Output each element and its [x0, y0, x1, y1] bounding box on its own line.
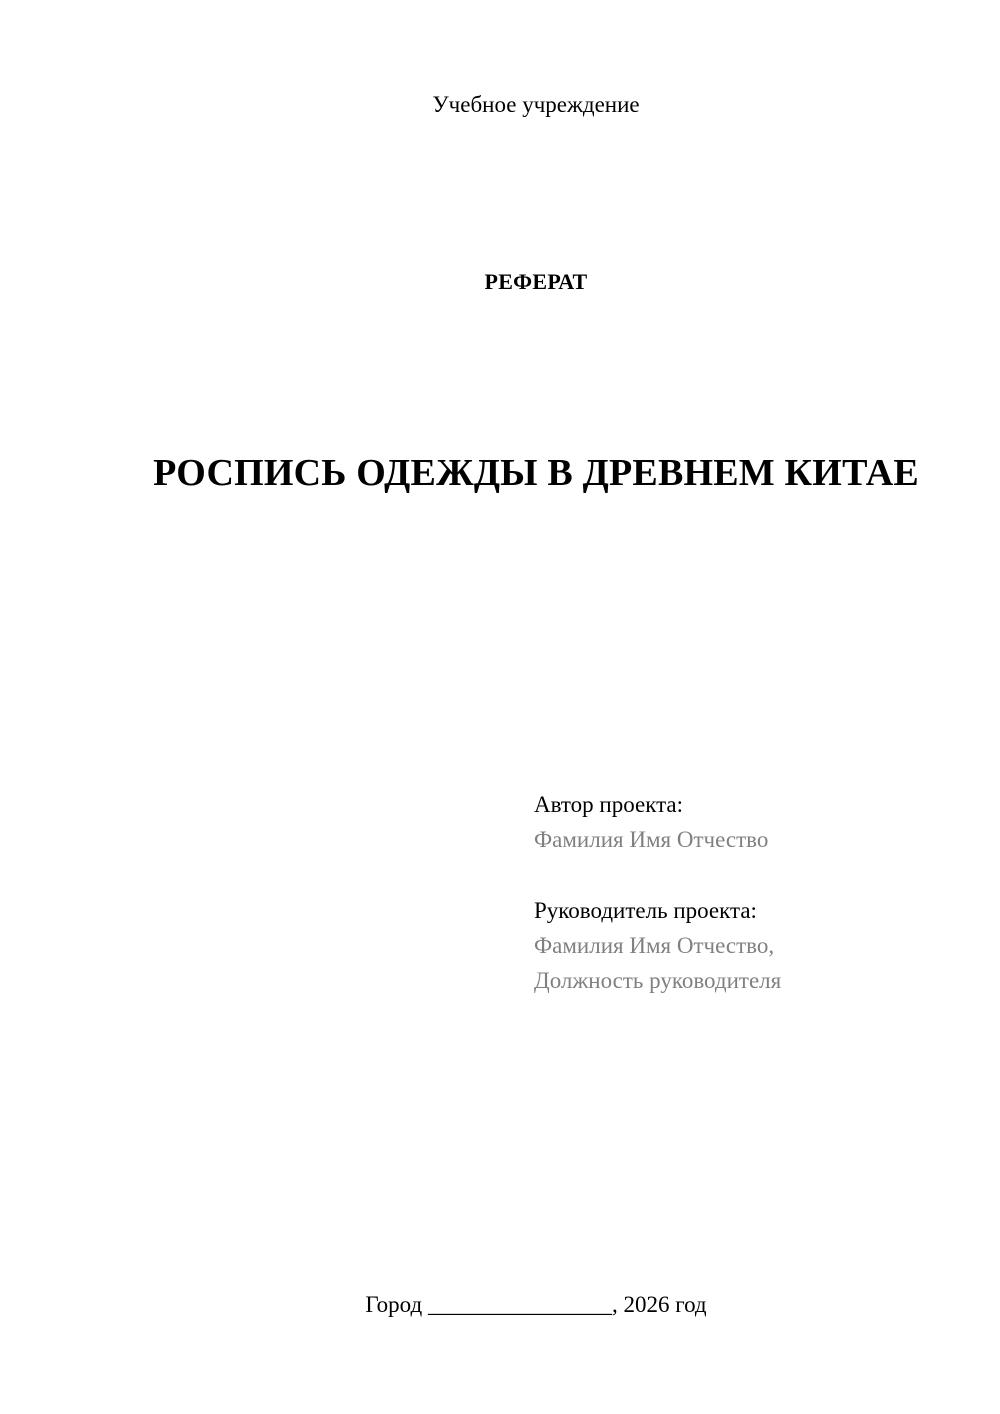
author-name: Фамилия Имя Отчество: [534, 827, 769, 852]
document-title: РОСПИСЬ ОДЕЖДЫ В ДРЕВНЕМ КИТАЕ: [153, 452, 919, 494]
supervisor-label: Руководитель проекта:: [534, 898, 757, 923]
city-blank: ________________: [427, 1292, 612, 1317]
institution-name: Учебное учреждение: [432, 92, 640, 117]
city-label: Город: [365, 1292, 423, 1317]
supervisor-position: Должность руководителя: [534, 968, 782, 993]
year-text: , 2026 год: [611, 1292, 707, 1317]
document-type: РЕФЕРАТ: [484, 269, 588, 294]
spacer: [534, 857, 954, 893]
project-info-block: [534, 787, 954, 998]
author-label: Автор проекта:: [534, 792, 683, 817]
city-year-line: [0, 1289, 1000, 1321]
supervisor-name: Фамилия Имя Отчество,: [534, 933, 775, 958]
